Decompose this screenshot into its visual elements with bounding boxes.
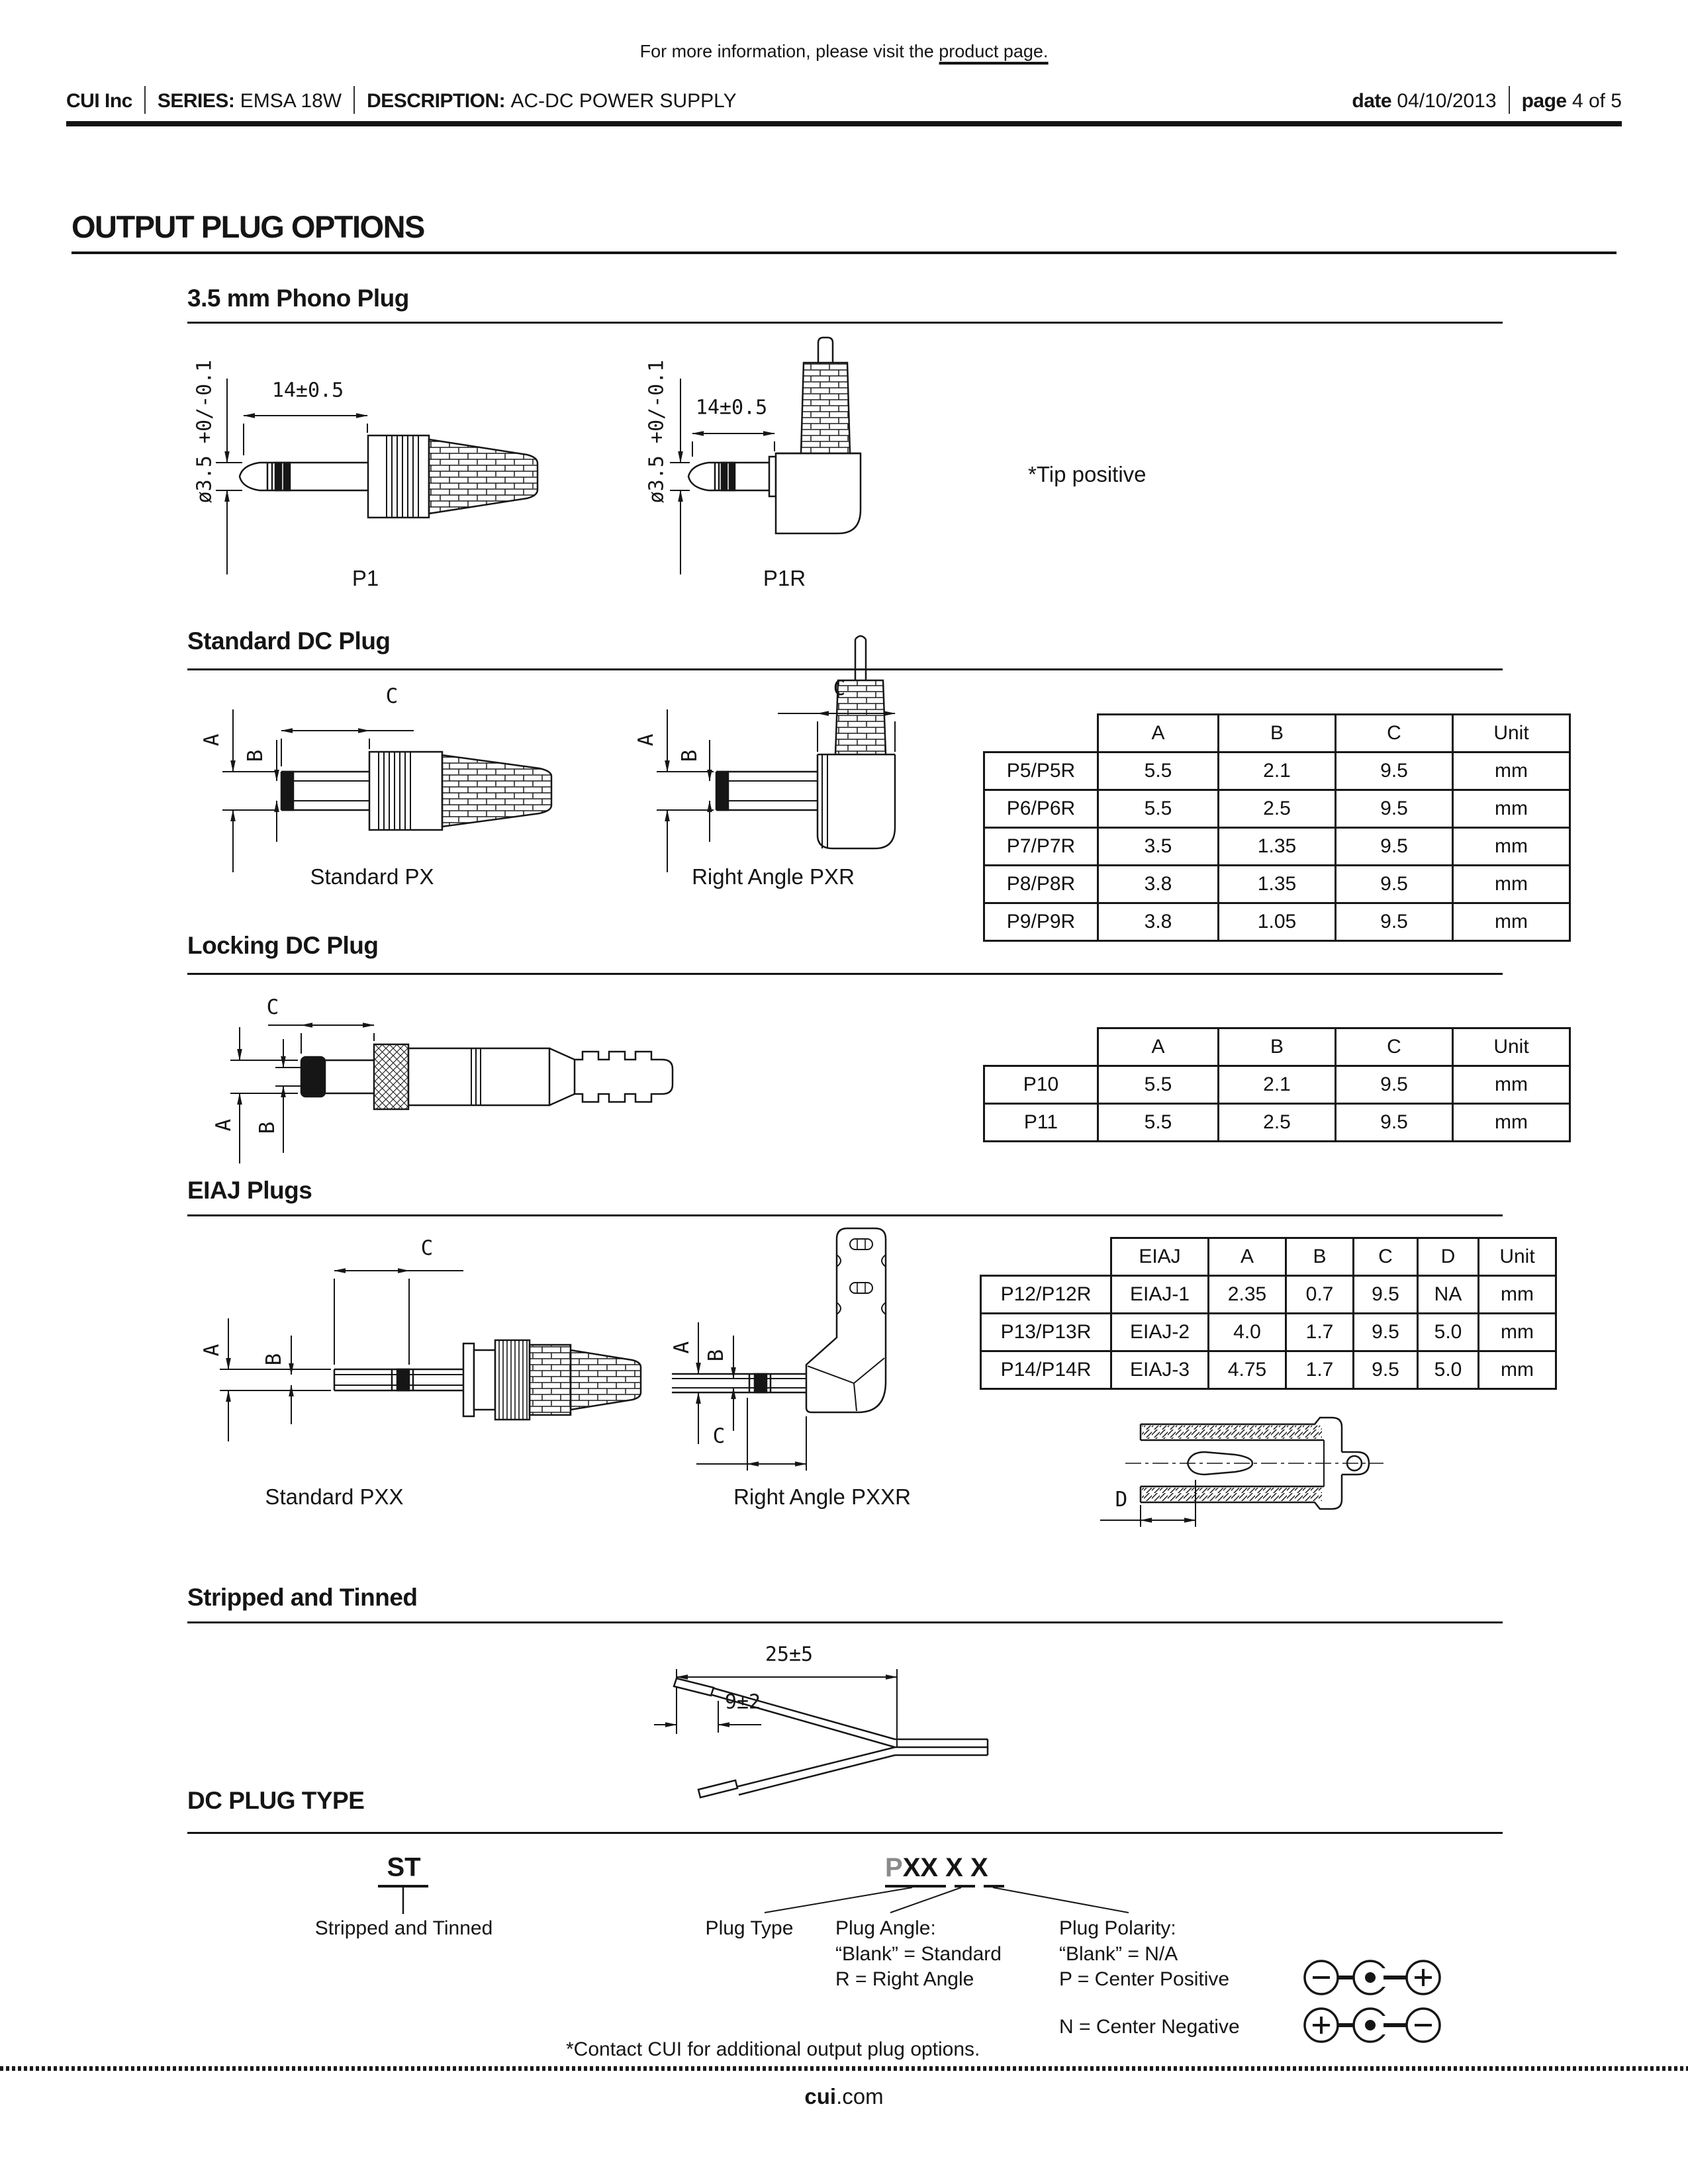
footer-website-rest: .com — [836, 2084, 884, 2109]
table-cell: 5.0 — [1417, 1350, 1479, 1390]
plug-type-rule — [187, 1832, 1503, 1834]
description-label: DESCRIPTION: — [367, 90, 506, 112]
table-cell: 2.5 — [1217, 789, 1336, 829]
dim-letter-c: C — [833, 676, 846, 700]
header-meta-left — [66, 86, 737, 114]
plug-angle-title: Plug Angle: — [835, 1917, 936, 1939]
table-cell: EIAJ-3 — [1110, 1350, 1209, 1390]
eiaj-plug-table — [980, 1237, 1557, 1390]
company-name: CUI Inc — [66, 90, 132, 112]
page-value: 4 of 5 — [1571, 90, 1622, 112]
dim-letter-c: C — [266, 995, 279, 1019]
locking-rule — [187, 973, 1503, 975]
dim-label-stripped-tip: 9±2 — [724, 1690, 761, 1714]
table-cell: 9.5 — [1335, 1103, 1454, 1142]
table-cell: mm — [1452, 902, 1571, 942]
dim-letter-b: B — [704, 1349, 728, 1362]
eiaj-section-title: EIAJ Plugs — [187, 1177, 312, 1204]
table-cell: 1.35 — [1217, 864, 1336, 904]
tip-positive-note: *Tip positive — [1028, 462, 1147, 486]
table-cell: 3.5 — [1097, 827, 1219, 866]
column-header: B — [1285, 1237, 1354, 1277]
table-cell: mm — [1452, 1103, 1571, 1142]
separator — [1509, 86, 1510, 114]
header-rule — [66, 121, 1622, 126]
table-cell: mm — [1452, 827, 1571, 866]
table-cell: 2.5 — [1217, 1103, 1336, 1142]
date-value: 04/10/2013 — [1397, 90, 1497, 112]
plug-type-label: Plug Type — [705, 1917, 794, 1939]
dim-label-p1-diameter: ø3.5 +0/-0.1 — [193, 359, 216, 504]
drawing-caption-standard-pxx: Standard PXX — [265, 1484, 404, 1509]
st-code-label: Stripped and Tinned — [314, 1917, 493, 1939]
table-header-row — [980, 1237, 1557, 1277]
row-label: P5/P5R — [983, 751, 1099, 791]
p1r-drawing — [670, 338, 861, 574]
table-cell: 3.8 — [1097, 864, 1219, 904]
table-cell: 9.5 — [1335, 1065, 1454, 1105]
table-cell: 2.1 — [1217, 751, 1336, 791]
eiaj-cross-section-drawing — [1100, 1418, 1383, 1527]
table-cell: 4.0 — [1207, 1312, 1287, 1352]
table-cell: mm — [1452, 789, 1571, 829]
column-header: Unit — [1452, 1027, 1571, 1067]
column-header: C — [1335, 713, 1454, 753]
drawing-caption-p1r: P1R — [763, 566, 806, 590]
footer-website[interactable] — [804, 2084, 883, 2109]
footer-dotted-rule — [0, 2066, 1688, 2071]
column-header: A — [1207, 1237, 1287, 1277]
footer-note: *Contact CUI for additional output plug options. — [566, 2038, 980, 2060]
plug-polarity-blank: “Blank” = N/A — [1059, 1943, 1178, 1965]
table-corner-cell — [980, 1237, 1112, 1277]
table-cell: mm — [1452, 1065, 1571, 1105]
table-cell: 9.5 — [1335, 789, 1454, 829]
dim-label-stripped-total: 25±5 — [765, 1643, 814, 1666]
header-info-prefix: For more information, please visit the — [639, 41, 939, 62]
dim-letter-a: A — [200, 1343, 224, 1357]
table-row — [983, 1103, 1571, 1142]
series-label: SERIES: — [157, 90, 235, 112]
table-row — [983, 789, 1571, 829]
row-label: P7/P7R — [983, 827, 1099, 866]
drawing-caption-standard-px: Standard PX — [310, 864, 434, 889]
table-cell: EIAJ-1 — [1110, 1275, 1209, 1314]
standard-section-title: Standard DC Plug — [187, 627, 391, 655]
plug-type-section-title: DC PLUG TYPE — [187, 1787, 365, 1814]
row-label: P8/P8R — [983, 864, 1099, 904]
dim-letter-c: C — [712, 1424, 726, 1448]
dim-letter-d: D — [1115, 1488, 1128, 1512]
table-cell: 1.7 — [1285, 1350, 1354, 1390]
table-cell: 0.7 — [1285, 1275, 1354, 1314]
dim-letter-b: B — [244, 749, 267, 762]
st-code: ST — [387, 1852, 421, 1882]
dim-label-p1r-diameter: ø3.5 +0/-0.1 — [645, 359, 669, 504]
row-label: P9/P9R — [983, 902, 1099, 942]
column-header: EIAJ — [1110, 1237, 1209, 1277]
locking-plug-table — [983, 1027, 1571, 1142]
table-cell: 9.5 — [1352, 1350, 1419, 1390]
phono-section-title: 3.5 mm Phono Plug — [187, 285, 409, 312]
series-value: EMSA 18W — [240, 90, 342, 112]
stripped-rule — [187, 1621, 1503, 1623]
dim-label-p1r-length: 14±0.5 — [695, 396, 768, 420]
table-row — [983, 864, 1571, 904]
description-value: AC-DC POWER SUPPLY — [510, 90, 737, 112]
p1-drawing — [216, 379, 538, 574]
table-corner-cell — [983, 1027, 1099, 1067]
part-number-rest: XX X X — [902, 1853, 988, 1882]
row-label: P11 — [983, 1103, 1099, 1142]
header-meta-right — [1352, 86, 1622, 114]
drawing-caption-right-angle-pxr: Right Angle PXR — [692, 864, 855, 889]
column-header: A — [1097, 1027, 1219, 1067]
table-cell: 4.75 — [1207, 1350, 1287, 1390]
column-header: B — [1217, 713, 1336, 753]
table-row — [983, 751, 1571, 791]
table-cell: 1.35 — [1217, 827, 1336, 866]
dim-letter-a: A — [200, 733, 224, 747]
table-cell: 9.5 — [1335, 864, 1454, 904]
standard-plug-table — [983, 713, 1571, 942]
row-label: P14/P14R — [980, 1350, 1112, 1390]
table-cell: 9.5 — [1335, 902, 1454, 942]
dim-letter-b: B — [678, 749, 702, 762]
table-cell: EIAJ-2 — [1110, 1312, 1209, 1352]
table-cell: 5.5 — [1097, 1065, 1219, 1105]
table-cell: 5.5 — [1097, 789, 1219, 829]
drawing-caption-p1: P1 — [352, 566, 379, 590]
separator — [144, 86, 146, 114]
header-info-line — [640, 42, 1049, 62]
center-positive-symbol — [1305, 1961, 1440, 1994]
row-label: P13/P13R — [980, 1312, 1112, 1352]
footer-website-bold: cui — [804, 2084, 837, 2109]
table-row — [980, 1350, 1557, 1390]
table-cell: 9.5 — [1352, 1312, 1419, 1352]
dim-label-p1-length: 14±0.5 — [271, 379, 344, 402]
table-row — [983, 902, 1571, 942]
table-cell: mm — [1452, 751, 1571, 791]
table-cell: mm — [1477, 1350, 1557, 1390]
page-title: OUTPUT PLUG OPTIONS — [71, 209, 424, 244]
date-label: date — [1352, 90, 1392, 112]
table-cell: 1.7 — [1285, 1312, 1354, 1352]
standard-rule — [187, 668, 1503, 670]
table-cell: mm — [1452, 864, 1571, 904]
table-cell: 1.05 — [1217, 902, 1336, 942]
column-header: Unit — [1477, 1237, 1557, 1277]
dim-letter-c: C — [385, 684, 399, 708]
column-header: Unit — [1452, 713, 1571, 753]
dim-letter-a: A — [634, 733, 658, 747]
page-label: page — [1521, 90, 1567, 112]
locking-plug-drawing — [230, 1025, 673, 1163]
row-label: P10 — [983, 1065, 1099, 1105]
standard-px-drawing — [222, 709, 551, 872]
stripped-wire-drawing — [654, 1669, 988, 1797]
table-header-row — [983, 713, 1571, 753]
table-cell: 9.5 — [1335, 751, 1454, 791]
table-header-row — [983, 1027, 1571, 1067]
column-header: B — [1217, 1027, 1336, 1067]
table-cell: NA — [1417, 1275, 1479, 1314]
dim-letter-b: B — [262, 1353, 286, 1366]
drawing-caption-right-angle-pxxr: Right Angle PXXR — [733, 1484, 911, 1509]
center-negative-symbol — [1305, 2009, 1440, 2042]
table-corner-cell — [983, 713, 1099, 753]
table-cell: mm — [1477, 1275, 1557, 1314]
eiaj-rule — [187, 1214, 1503, 1216]
locking-section-title: Locking DC Plug — [187, 932, 379, 959]
phono-rule — [187, 322, 1503, 324]
row-label: P6/P6R — [983, 789, 1099, 829]
dim-letter-b: B — [256, 1121, 279, 1134]
product-page-link[interactable]: product page. — [939, 42, 1048, 65]
plug-angle-blank: “Blank” = Standard — [835, 1943, 1002, 1965]
dim-letter-a: A — [670, 1341, 694, 1354]
table-cell: mm — [1477, 1312, 1557, 1352]
table-cell: 5.5 — [1097, 751, 1219, 791]
separator — [353, 86, 355, 114]
plug-angle-right: R = Right Angle — [835, 1968, 974, 1990]
table-cell: 2.35 — [1207, 1275, 1287, 1314]
table-cell: 9.5 — [1335, 827, 1454, 866]
table-cell: 5.5 — [1097, 1103, 1219, 1142]
plug-polarity-positive: P = Center Positive — [1059, 1968, 1230, 1990]
table-row — [983, 1065, 1571, 1105]
column-header: A — [1097, 713, 1219, 753]
table-cell: 5.0 — [1417, 1312, 1479, 1352]
table-row — [983, 827, 1571, 866]
column-header: D — [1417, 1237, 1479, 1277]
column-header: C — [1352, 1237, 1419, 1277]
part-number-code — [885, 1853, 988, 1883]
part-number-prefix: P — [885, 1853, 903, 1882]
table-row — [980, 1312, 1557, 1352]
row-label: P12/P12R — [980, 1275, 1112, 1314]
plug-polarity-negative: N = Center Negative — [1059, 2016, 1240, 2038]
stripped-section-title: Stripped and Tinned — [187, 1584, 418, 1611]
table-row — [980, 1275, 1557, 1314]
table-cell: 2.1 — [1217, 1065, 1336, 1105]
column-header: C — [1335, 1027, 1454, 1067]
plug-polarity-title: Plug Polarity: — [1059, 1917, 1176, 1939]
section-rule — [71, 251, 1617, 254]
dim-letter-c: C — [420, 1236, 434, 1260]
dim-letter-a: A — [212, 1118, 236, 1132]
table-cell: 3.8 — [1097, 902, 1219, 942]
table-cell: 9.5 — [1352, 1275, 1419, 1314]
